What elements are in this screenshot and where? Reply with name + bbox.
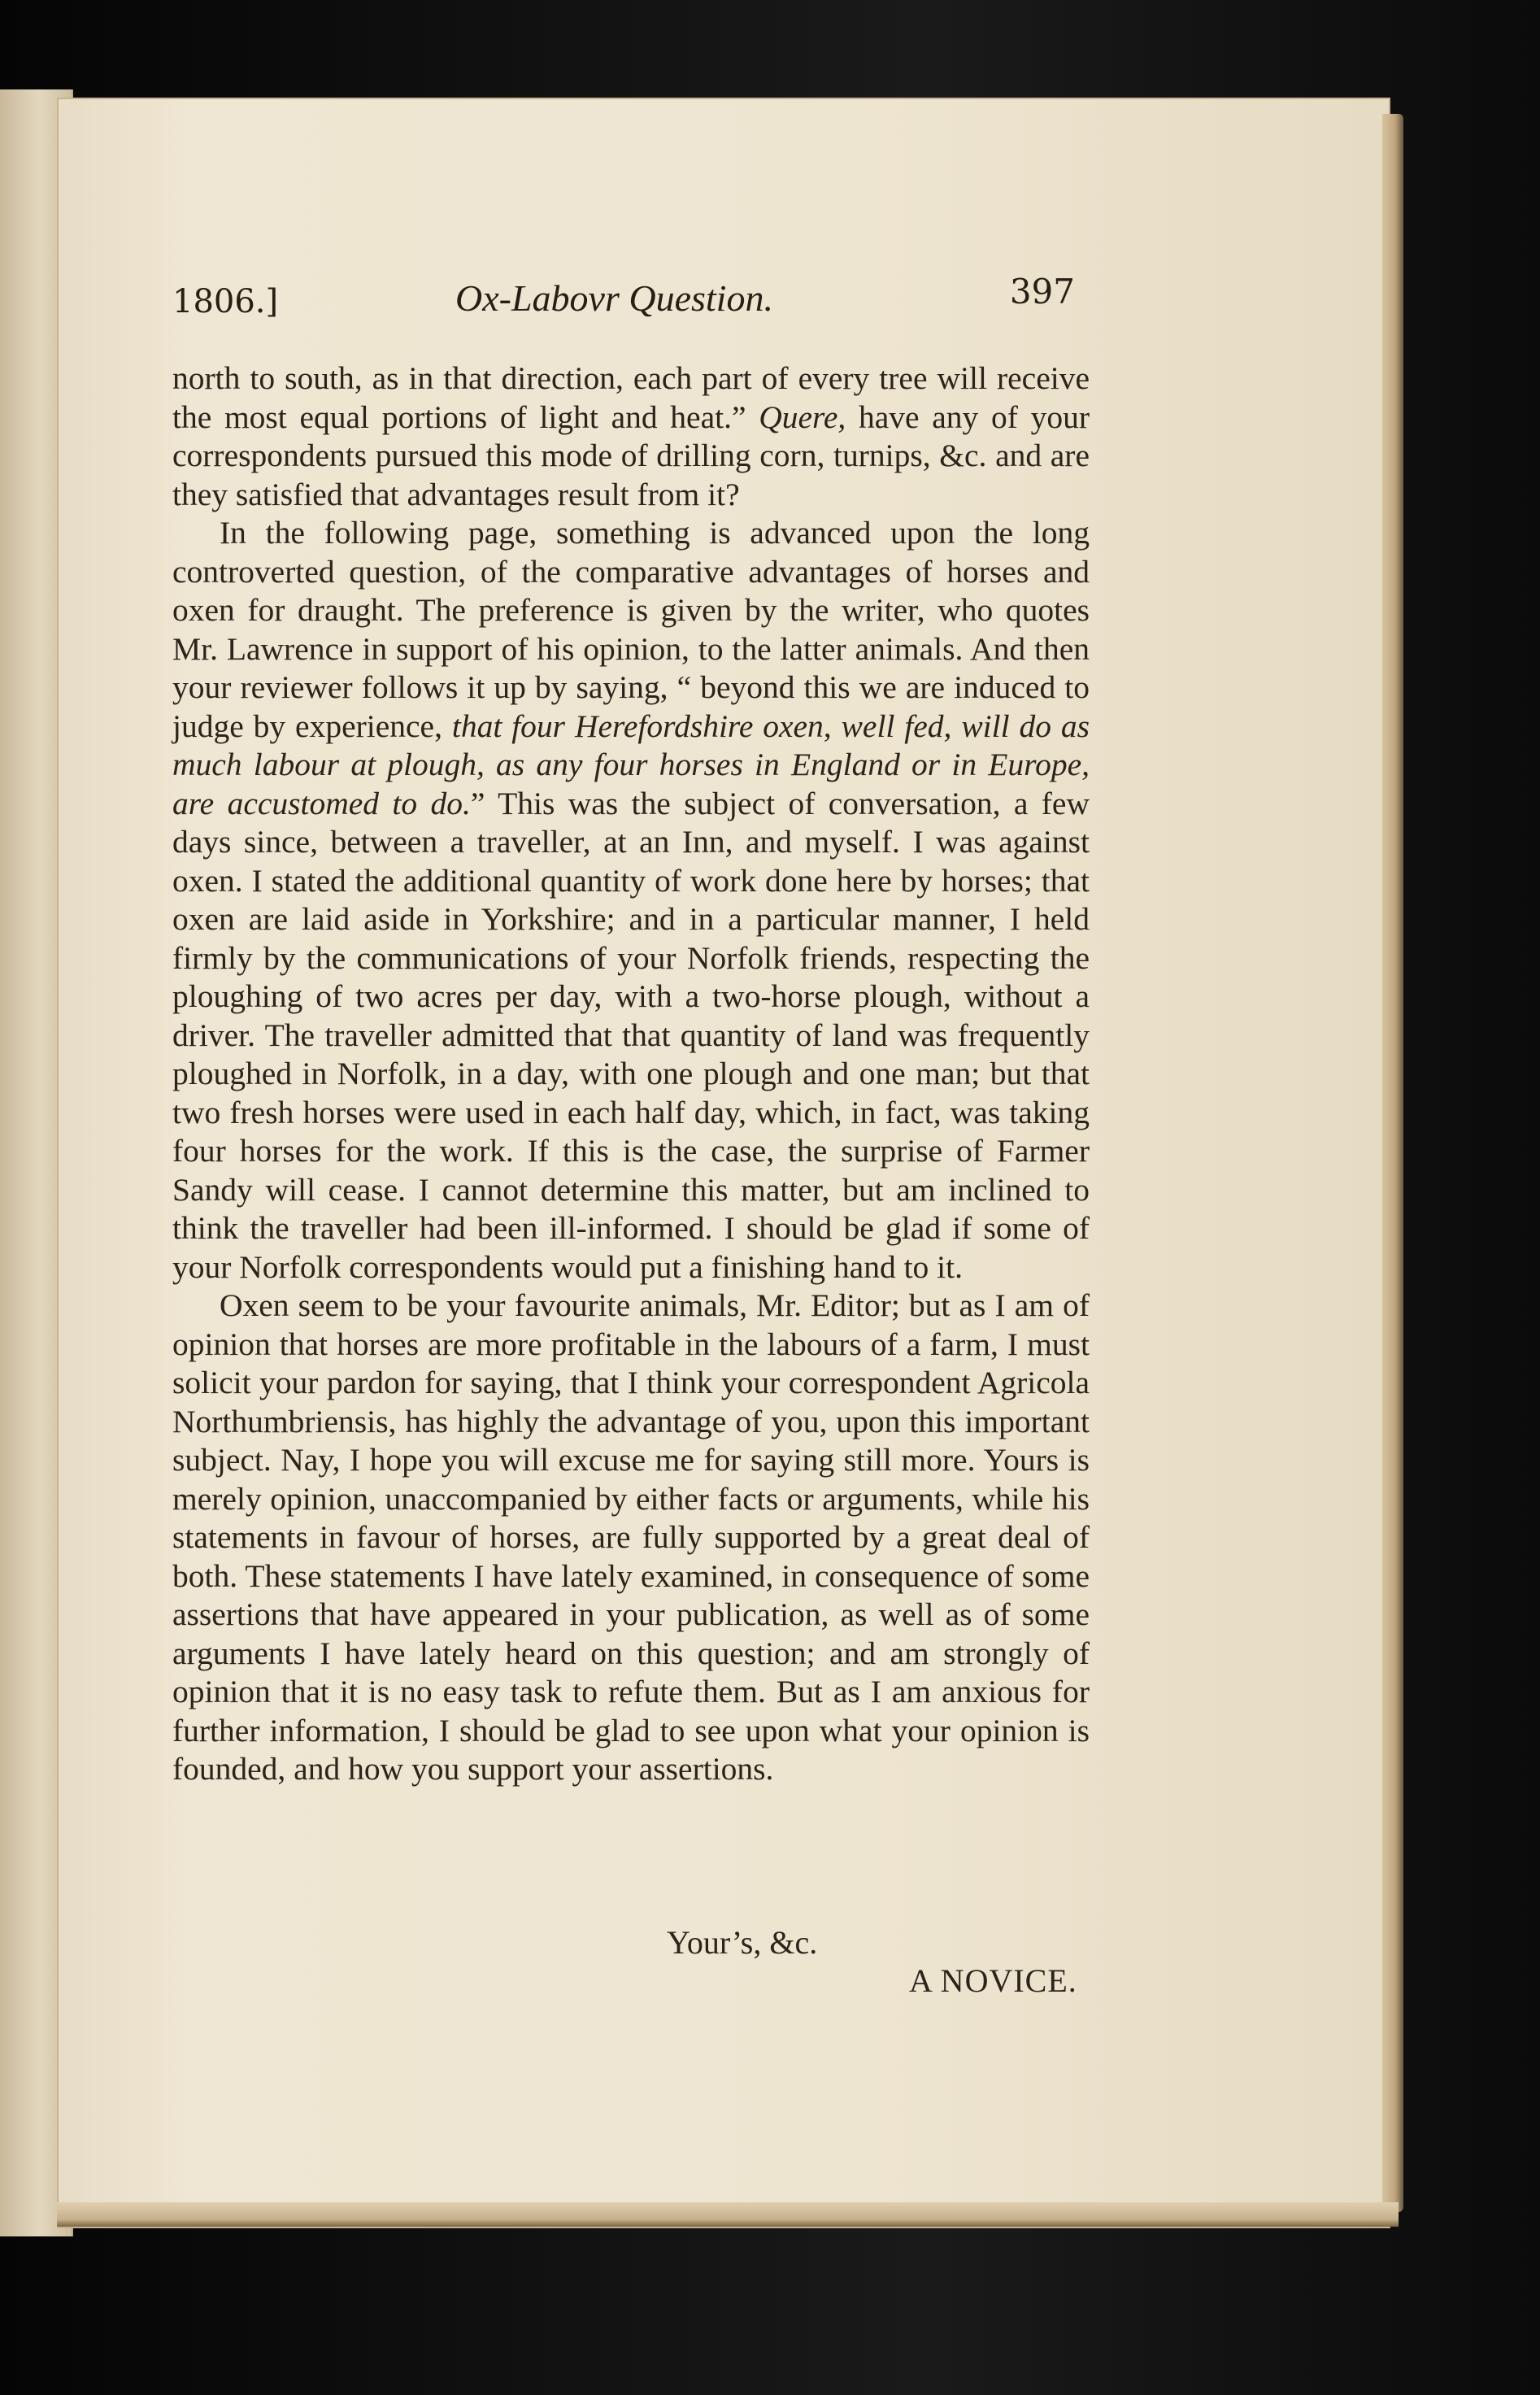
page-right-edge bbox=[1382, 114, 1403, 2212]
text-segment: north to south, as in that direction, each part of every tree will receive the most equal portions of light and heat.” bbox=[172, 360, 1090, 435]
page-number: 397 bbox=[1009, 272, 1075, 311]
running-head-title: Ox-Labovr Question. bbox=[455, 277, 773, 319]
page-bottom-edge bbox=[57, 2202, 1399, 2227]
text-segment: have any of your correspondents pursued this mode of drilling corn, turnips, &c. and are they satisfied that advantages result from it? bbox=[172, 398, 1090, 512]
article-body bbox=[172, 359, 1090, 1789]
signoff: Your’s, &c. bbox=[667, 1924, 818, 1961]
text-segment: ” This was the subject of conversation, a few days since, between a traveller, at an Inn, and myself. I was against oxen. I stated the additional quantity of work done here by horses; that oxen are laid aside in Yorkshire; and in a particular manner, I held firmly by the communications of your Norfolk friends, respecting the ploughing of two acres per day, with a two-horse plough, without a driver. The traveller admitted that that quantity of land was frequently ploughed in Norfolk, in a day, with one plough and one man; but that two fresh horses were used in each half day, which, in fact, was taking four horses for the work. If this is the case, the surprise of Farmer Sandy will cease. I cannot determine this matter, but am inclined to think the traveller had been ill-informed. I should be glad if some of your Norfolk correspondents would put a finishing hand to it. bbox=[172, 785, 1090, 1285]
text-segment: In the following page, something is advanced upon the long controverted question, of the comparative advantages of horses and oxen for draught. The preference is given by the writer, who quotes Mr. Lawrence in support of his opinion, to the latter animals. And then your reviewer follows it up by saying, “ beyond this we are induced to judge by experience, bbox=[172, 515, 1090, 744]
signature: A NOVICE. bbox=[909, 1962, 1077, 1999]
italic-text-segment: that four Herefordshire oxen, well fed, will do as much labour at plough, as any four horses in England or in Europe, are accustomed to do. bbox=[172, 708, 1090, 821]
text-segment: Oxen seem to be your favourite animals, Mr. Editor; but as I am of opinion that horses are more profitable in the labours of a farm, I must solicit your pardon for saying, that I think your correspondent Agricola Northumbriensis, has highly the advantage of you, upon this important subject. Nay, I hope you will excuse me for saying still more. Yours is merely opinion, unaccompanied by either facts or arguments, while his statements in favour of horses, are fully supported by a great deal of both. These statements I have lately examined, in consequence of some assertions that have appeared in your publication, as well as of some arguments I have lately heard on this question; and am strongly of opinion that it is no easy task to refute them. But as I am anxious for further information, I should be glad to see upon what your opinion is founded, and how you support your assertions. bbox=[172, 1287, 1090, 1787]
running-head bbox=[172, 272, 1075, 342]
italic-text-segment: Quere, bbox=[759, 398, 846, 435]
running-head-year: 1806.] bbox=[172, 283, 279, 320]
paragraph-1 bbox=[172, 359, 1090, 514]
paragraph-3 bbox=[172, 1287, 1090, 1789]
paragraph-2 bbox=[172, 514, 1090, 1287]
